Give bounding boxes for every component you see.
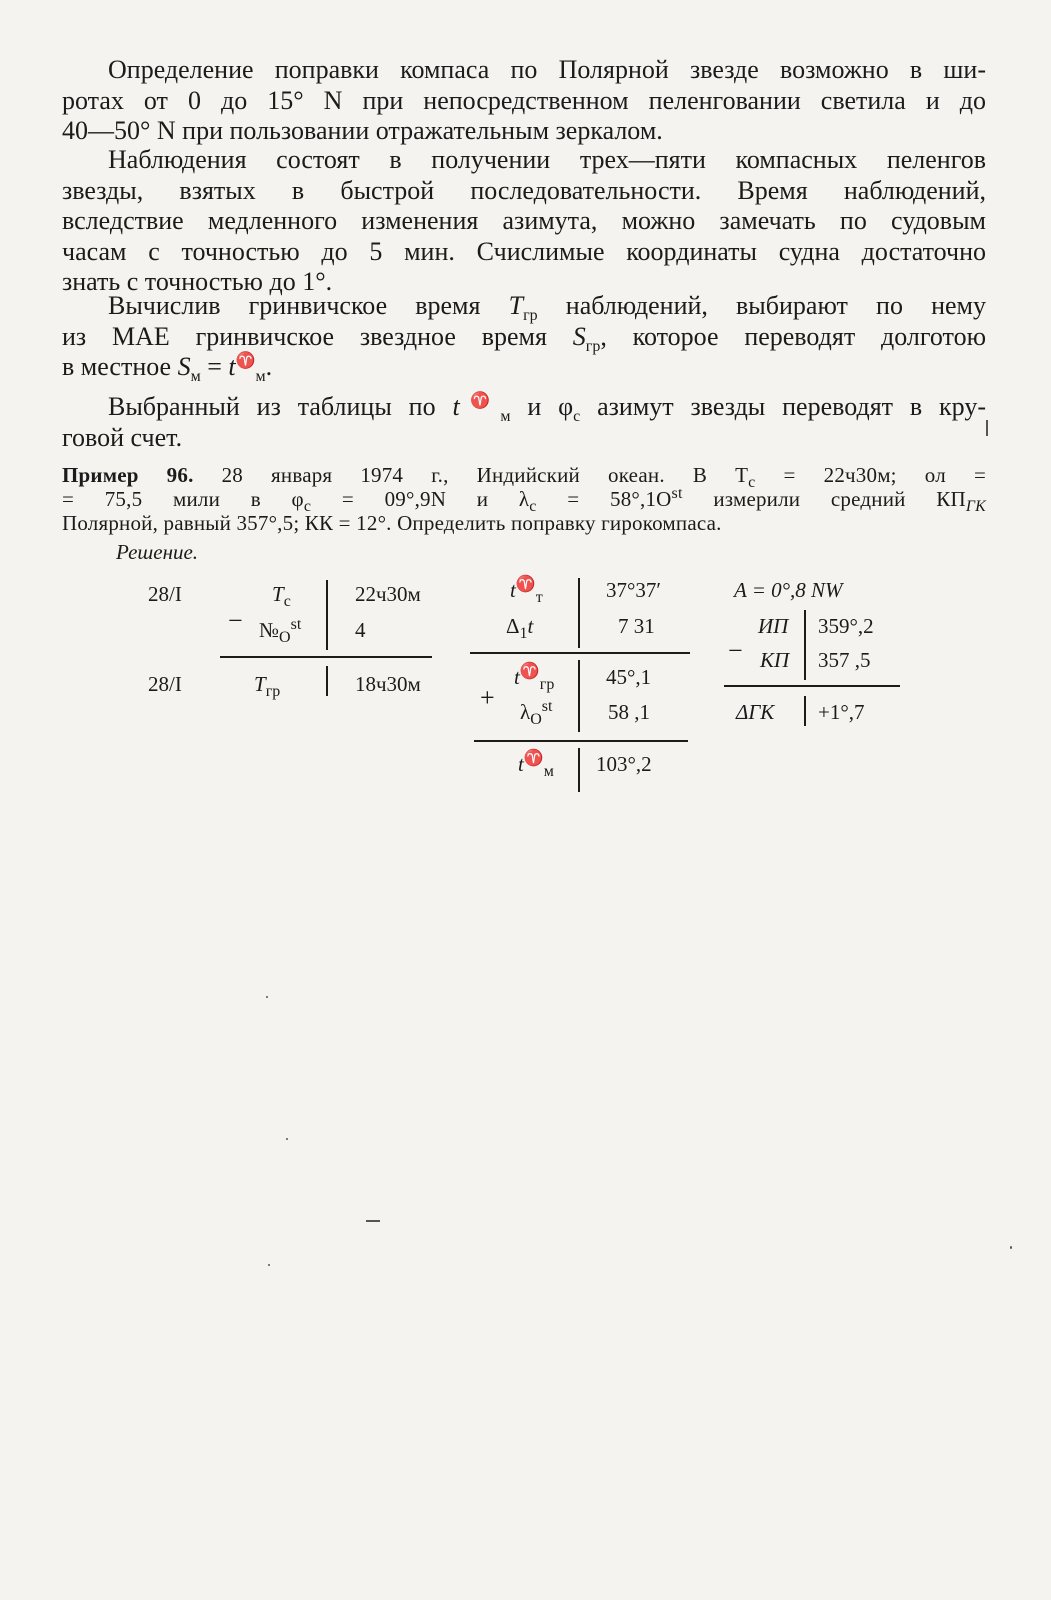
example-label: Пример 96.: [62, 463, 194, 487]
scan-speck: [986, 420, 988, 436]
t2-value-tt: 37°37′: [606, 578, 661, 602]
t1-vertical-rule: [326, 580, 328, 650]
t1-date-1: 28/I: [148, 582, 182, 606]
t2-label-tm: $t^♈_м$: [518, 750, 554, 781]
t2-label-delta: $\Delta_1t$: [506, 614, 534, 643]
t3-value-kp: 357 ,5: [818, 648, 871, 672]
t1-date-2: 28/I: [148, 672, 182, 696]
scan-speck: [266, 996, 268, 998]
t2-vertical-rule-3: [578, 748, 580, 792]
paragraph-1-line-2: ротах от 0 до 15° N при непосредственном пеленговании светила и до: [62, 85, 986, 115]
paragraph-4-line-2: говой счет.: [62, 422, 183, 452]
paragraph-2: [62, 145, 986, 298]
paragraph-1-line-3: 40—50° N при пользовании отражательным зеркалом.: [62, 116, 663, 145]
t3-vertical-rule-1: [804, 610, 806, 680]
t3-azimuth: A = 0°,8 NW: [734, 578, 843, 602]
paragraph-3-line-2: из МАЕ гринвичское звездное время $S_{гр}$, которое переводят долготою: [62, 321, 986, 355]
paragraph-2-line-5: знать с точностью до 1°.: [62, 267, 333, 296]
paragraph-4-line-1: Выбранный из таблицы по $t^♈_м$ и $\varphi_c$ азимут звезды переводят в кру-: [108, 392, 987, 426]
t3-vertical-rule-2: [804, 696, 806, 726]
t3-label-ip: ИП: [758, 614, 789, 638]
t2-sum-rule-2: [474, 740, 688, 742]
paragraph-1-line-1: Определение поправки компаса по Полярной звезде возможно в ши-: [108, 55, 986, 84]
scan-speck: [286, 1138, 288, 1140]
example-line-1: Пример 96. 28 января 1974 г., Индийский океан. В $T_c = 22ч30м$; ол =: [62, 463, 986, 492]
solution-label: Решение.: [116, 540, 199, 564]
t2-label-tt: $t^♈_т$: [510, 576, 543, 607]
paragraph-2-line-3: вследствие медленного изменения азимута, можно замечать по судовым: [62, 206, 986, 235]
t2-value-longitude: 58 ,1: [608, 700, 650, 724]
paragraph-3: [62, 291, 986, 386]
t2-vertical-rule-2: [578, 660, 580, 732]
t3-value-ip: 359°,2: [818, 614, 874, 638]
paragraph-3-line-1: Вычислив гринвичское время $T_{гр}$ наблюдений, выбирают по нему: [108, 291, 986, 325]
example-line-2: = 75,5 мили в $\varphi_c = 09^\circ,9N$ и $\lambda_c = 58^\circ,1O^{st}$ измерили средний $КП_{ГК}$: [62, 485, 986, 516]
t2-value-tgr: 45°,1: [606, 665, 652, 689]
t1-label-zone: $№_O^{st}$: [259, 616, 302, 647]
t2-plus-sign: +: [480, 683, 495, 712]
paragraph-2-line-4: часам с точностью до 5 мин. Счислимые координаты судна достаточно: [62, 236, 986, 266]
scan-speck: [268, 1264, 270, 1266]
paragraph-2-line-2: звезды, взятых в быстрой последовательности. Время наблюдений,: [62, 175, 986, 205]
t1-value-tc: 22ч30м: [355, 582, 421, 606]
t2-value-delta: 7 31: [618, 614, 655, 638]
paragraph-3-line-3: в местное $S_м = t^♈_м$.: [62, 352, 273, 386]
t1-sum-rule: [220, 656, 432, 658]
t2-vertical-rule-1: [578, 578, 580, 648]
t2-sum-rule-1: [470, 652, 690, 654]
t3-sum-rule: [724, 685, 900, 687]
t1-label-tc: $T_c$: [272, 582, 291, 611]
example-96: [62, 463, 986, 535]
t2-label-tgr: $t^♈_{гр}$: [514, 663, 555, 694]
t1-value-zone: 4: [355, 618, 366, 642]
t3-value-dgk: +1°,7: [818, 700, 865, 724]
t2-label-longitude: $\lambda_O^{st}$: [520, 698, 553, 729]
scan-speck: [1010, 1246, 1012, 1249]
t1-minus-sign: −: [228, 606, 243, 635]
t1-label-tgr: $T_{гр}$: [254, 672, 281, 701]
t2-value-tm: 103°,2: [596, 752, 652, 776]
paragraph-4: [62, 392, 986, 453]
t1-value-tgr: 18ч30м: [355, 672, 421, 696]
t3-minus-sign: −: [728, 636, 743, 665]
paragraph-1: [62, 55, 986, 147]
t3-label-dgk: ΔГК: [736, 700, 775, 724]
scan-speck: [366, 1220, 380, 1222]
paragraph-2-line-1: Наблюдения состоят в получении трех—пяти компасных пеленгов: [108, 145, 986, 174]
t3-label-kp: КП: [760, 648, 790, 672]
example-line-3: Полярной, равный 357°,5; КК = 12°. Определить поправку гирокомпаса.: [62, 511, 722, 535]
t1-vertical-rule-2: [326, 666, 328, 696]
